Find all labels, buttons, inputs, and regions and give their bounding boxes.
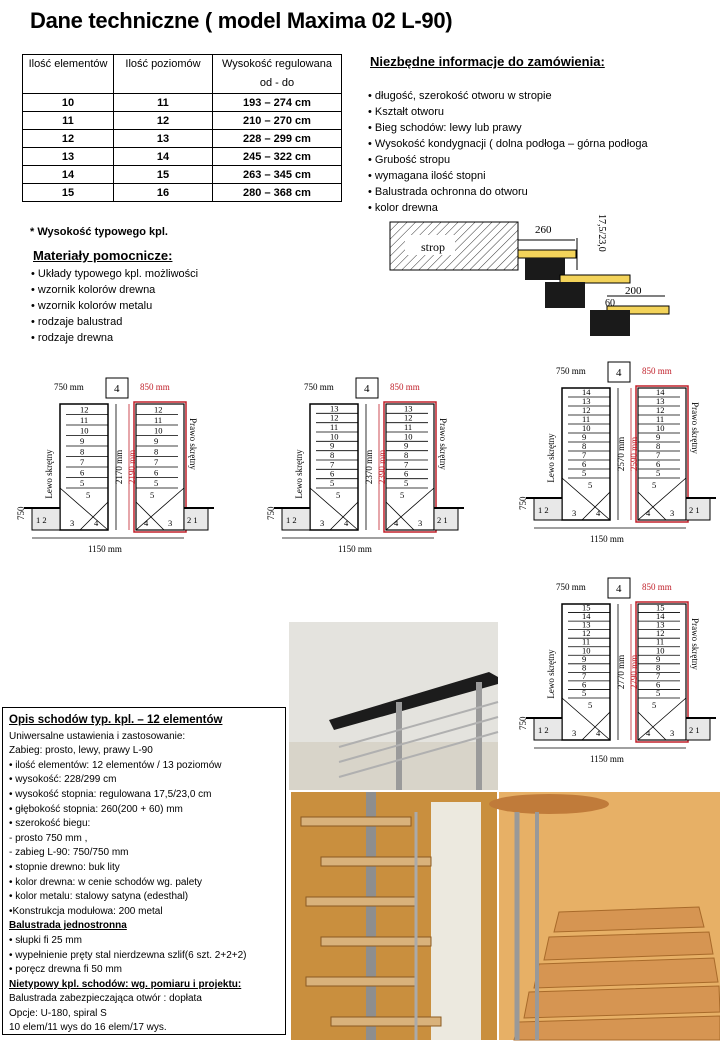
left-step-number: 11 bbox=[582, 414, 591, 424]
atypical-title: Nietypowy kpl. schodów: wg. pomiaru i projektu: bbox=[9, 978, 242, 990]
list-item: • długość, szerokość otworu w stropie bbox=[368, 90, 552, 102]
left-step-number: 12 bbox=[582, 628, 591, 639]
cell: 14 bbox=[114, 148, 213, 166]
cell: 14 bbox=[23, 166, 114, 184]
spec-table bbox=[22, 54, 342, 202]
cell: 228 – 299 cm bbox=[213, 130, 342, 148]
left-step-number: 8 bbox=[80, 446, 85, 457]
left-step-number: 3 bbox=[320, 518, 325, 528]
cell: 13 bbox=[23, 148, 114, 166]
right-step-number: 10 bbox=[656, 423, 665, 433]
page-title: Dane techniczne ( model Maxima 02 L-90) bbox=[30, 8, 453, 33]
tread bbox=[306, 897, 416, 906]
right-step-number: 10 bbox=[656, 645, 665, 656]
right-base-numbers: 2 1 bbox=[689, 505, 700, 515]
width-750-label: 750 mm bbox=[556, 582, 586, 592]
left-step-number: 6 bbox=[582, 459, 587, 469]
stair-profile-diagram bbox=[385, 210, 685, 345]
right-step-number: 4 bbox=[646, 508, 651, 518]
cell: 11 bbox=[23, 112, 114, 130]
width-850-label: 850 mm bbox=[642, 582, 672, 592]
right-step-number: 8 bbox=[154, 446, 159, 457]
list-item: • Wysokość kondygnacji ( dolna podłoga – górna podłoga bbox=[368, 138, 648, 150]
tread bbox=[331, 1017, 441, 1026]
right-base-numbers: 2 1 bbox=[689, 725, 700, 735]
typical-note: * Wysokość typowego kpl. bbox=[30, 226, 168, 238]
left-turn-label: Lewo skrętny bbox=[546, 649, 556, 699]
right-step-number: 9 bbox=[404, 440, 409, 451]
right-step-number: 4 bbox=[144, 518, 149, 528]
height-dim-label: 2170 mm bbox=[114, 449, 124, 485]
left-step-number: 10 bbox=[330, 431, 339, 442]
list-item: • kolor drewna bbox=[368, 202, 438, 214]
left-step-number: 14 bbox=[582, 611, 591, 622]
right-step-number: 15 bbox=[656, 602, 665, 613]
table-row bbox=[23, 94, 342, 112]
left-step-number: 9 bbox=[582, 432, 587, 442]
left-step-number: 11 bbox=[80, 415, 89, 425]
width-750-label: 750 mm bbox=[54, 382, 84, 392]
list-item: • Bieg schodów: lewy lub prawy bbox=[368, 122, 522, 134]
left-step-number: 12 bbox=[582, 405, 591, 415]
right-base-numbers: 2 1 bbox=[437, 515, 448, 525]
desc-line: • wysokość: 228/299 cm bbox=[9, 774, 117, 786]
left-step-number: 8 bbox=[330, 450, 335, 460]
height-750-label: 750 bbox=[16, 506, 26, 520]
stair-plan-15 bbox=[520, 576, 720, 770]
right-height-dim-label: 2790 mm bbox=[629, 654, 639, 690]
photo-wooden-stairs bbox=[499, 792, 720, 1040]
left-step-number: 9 bbox=[330, 440, 335, 451]
tread-2 bbox=[560, 275, 630, 283]
list-item-text: Wysokość kondygnacji ( dolna podłoga – górna podłoga bbox=[374, 138, 648, 150]
right-step-number: 4 bbox=[646, 728, 651, 738]
desc-line: Zabieg: prosto, lewy, prawy L-90 bbox=[9, 745, 153, 757]
right-step-number: 14 bbox=[656, 611, 665, 622]
desc-line: • kolor drewna: w cenie schodów wg. palety bbox=[9, 876, 203, 888]
left-step-number: 8 bbox=[582, 441, 587, 451]
right-step-number: 5 bbox=[154, 478, 159, 488]
left-step-number: 4 bbox=[344, 518, 349, 528]
right-turn-label: Prawo skrętny bbox=[188, 418, 198, 470]
left-step-number: 3 bbox=[572, 728, 577, 738]
left-step-number: 4 bbox=[596, 508, 601, 518]
width-850-label: 850 mm bbox=[390, 382, 420, 392]
ceiling-label: strop bbox=[421, 240, 445, 254]
left-step-number: 10 bbox=[582, 645, 591, 656]
stair-plan-12 bbox=[18, 376, 218, 560]
photo-modular-stairs bbox=[291, 792, 497, 1040]
materials-list bbox=[31, 266, 198, 346]
right-step-number: 9 bbox=[154, 436, 159, 446]
step-4-label: 4 bbox=[364, 383, 370, 395]
right-step-number: 13 bbox=[656, 619, 665, 630]
desc-line: • słupki fi 25 mm bbox=[9, 934, 82, 946]
stair-plan-14 bbox=[520, 360, 720, 550]
right-step-number: 13 bbox=[404, 403, 413, 414]
right-base-numbers: 2 1 bbox=[187, 515, 198, 525]
right-step-number: 9 bbox=[656, 432, 661, 442]
left-step-number: 9 bbox=[582, 653, 587, 664]
height-dim-label: 2370 mm bbox=[364, 449, 374, 485]
order-info-list bbox=[368, 88, 648, 216]
right-step-number: 10 bbox=[404, 431, 413, 442]
left-step-number: 12 bbox=[80, 404, 89, 415]
right-height-dim-label: 2390 mm bbox=[377, 449, 387, 485]
list-item-text: rodzaje drewna bbox=[37, 332, 114, 344]
list-item-text: rodzaje balustrad bbox=[37, 316, 123, 328]
desc-line: 10 elem/11 wys do 16 elem/17 wys. bbox=[9, 1022, 167, 1034]
height-750-label: 750 bbox=[518, 496, 528, 510]
right-step-number: 4 bbox=[394, 518, 399, 528]
width-1150-label: 1150 mm bbox=[590, 754, 624, 764]
cell: 13 bbox=[114, 130, 213, 148]
col-levels: Ilość poziomów bbox=[114, 55, 213, 94]
right-turn-label: Prawo skrętny bbox=[438, 418, 448, 470]
right-step-number: 8 bbox=[404, 450, 409, 460]
desc-line: Uniwersalne ustawienia i zastosowanie: bbox=[9, 730, 186, 742]
left-step-number: 6 bbox=[80, 467, 85, 478]
cell: 245 – 322 cm bbox=[213, 148, 342, 166]
left-step-number: 13 bbox=[582, 396, 591, 406]
right-step-number: 11 bbox=[404, 422, 413, 432]
left-step-number: 5 bbox=[582, 468, 587, 478]
list-item: • Kształt otworu bbox=[368, 106, 445, 118]
right-step-number: 10 bbox=[154, 425, 163, 436]
left-step-number: 7 bbox=[582, 450, 587, 460]
left-step-number: 6 bbox=[582, 679, 587, 690]
list-item: • Grubość stropu bbox=[368, 154, 451, 166]
balustrade-title: Balustrada jednostronna bbox=[9, 920, 127, 932]
offset-dim: 60 bbox=[605, 298, 615, 309]
materials-title: Materiały pomocnicze: bbox=[33, 248, 173, 263]
right-step-number: 6 bbox=[656, 459, 661, 469]
right-step-number: 7 bbox=[656, 670, 661, 681]
list-item-text: wzornik kolorów metalu bbox=[37, 300, 153, 312]
cell: 16 bbox=[114, 184, 213, 202]
left-step-number: 5 bbox=[588, 700, 593, 710]
description-title: Opis schodów typ. kpl. – 12 elementów bbox=[9, 714, 223, 726]
right-step-number: 5 bbox=[150, 490, 155, 500]
wooden-stairs-illustration bbox=[499, 792, 720, 1040]
right-step-number: 12 bbox=[154, 404, 163, 415]
cell: 10 bbox=[23, 94, 114, 112]
desc-line: • ilość elementów: 12 elementów / 13 poziomów bbox=[9, 759, 222, 771]
desc-line: • stopnie drewno: buk lity bbox=[9, 861, 120, 873]
cell: 15 bbox=[114, 166, 213, 184]
rise-dim: 17,5/23,0 bbox=[596, 214, 607, 252]
right-step-number: 5 bbox=[652, 700, 657, 710]
right-step-number: 5 bbox=[656, 468, 661, 478]
tread bbox=[301, 817, 411, 826]
right-step-number: 12 bbox=[656, 405, 665, 415]
cell: 15 bbox=[23, 184, 114, 202]
left-step-number: 5 bbox=[336, 490, 341, 500]
right-step-number: 6 bbox=[656, 679, 661, 690]
list-item-text: Grubość stropu bbox=[374, 154, 451, 166]
right-step-number: 8 bbox=[656, 662, 661, 673]
railing-illustration bbox=[289, 622, 498, 790]
list-item-text: Balustrada ochronna do otworu bbox=[374, 186, 528, 198]
spec-table-header bbox=[23, 55, 342, 94]
left-turn-label: Lewo skrętny bbox=[294, 449, 304, 499]
list-item-text: wzornik kolorów drewna bbox=[37, 284, 156, 296]
tread-1 bbox=[518, 250, 576, 258]
right-step-number: 5 bbox=[404, 478, 409, 488]
left-step-number: 9 bbox=[80, 436, 85, 446]
right-step-number: 6 bbox=[404, 468, 409, 479]
desc-line: •Konstrukcja modułowa: 200 metal bbox=[9, 905, 163, 917]
left-step-number: 5 bbox=[80, 478, 85, 488]
left-step-number: 14 bbox=[582, 387, 591, 397]
description-box bbox=[2, 707, 286, 1035]
list-item-text: Kształt otworu bbox=[374, 106, 445, 118]
width-750-label: 750 mm bbox=[556, 366, 586, 376]
left-step-number: 4 bbox=[94, 518, 99, 528]
list-item-text: kolor drewna bbox=[374, 202, 438, 214]
left-base-numbers: 1 2 bbox=[286, 515, 297, 525]
right-step-number: 6 bbox=[154, 467, 159, 478]
cell: 11 bbox=[114, 94, 213, 112]
list-item-text: Układy typowego kpl. możliwości bbox=[37, 268, 199, 280]
height-dim-label: 2570 mm bbox=[616, 436, 626, 472]
col-elements: Ilość elementów bbox=[23, 55, 114, 94]
left-step-number: 10 bbox=[80, 425, 89, 436]
cell: 263 – 345 cm bbox=[213, 166, 342, 184]
cell: 12 bbox=[114, 112, 213, 130]
left-step-number: 11 bbox=[330, 422, 339, 432]
left-step-number: 5 bbox=[330, 478, 335, 488]
left-step-number: 12 bbox=[330, 412, 339, 423]
left-turn-label: Lewo skrętny bbox=[44, 449, 54, 499]
tread2-dim: 200 bbox=[625, 285, 642, 297]
desc-line: Balustrada zabezpieczająca otwór : dopłata bbox=[9, 993, 202, 1005]
width-1150-label: 1150 mm bbox=[338, 544, 372, 554]
left-step-number: 5 bbox=[582, 688, 587, 698]
right-height-dim-label: 2590 mm bbox=[629, 436, 639, 472]
table-row bbox=[23, 130, 342, 148]
list-item: • Balustrada ochronna do otworu bbox=[368, 186, 528, 198]
list-item-text: długość, szerokość otworu w stropie bbox=[374, 90, 552, 102]
left-step-number: 4 bbox=[596, 728, 601, 738]
step bbox=[524, 986, 720, 1018]
stringer-3 bbox=[590, 310, 630, 336]
desc-line: - zabieg L-90: 750/750 mm bbox=[9, 847, 129, 859]
right-step-number: 5 bbox=[400, 490, 405, 500]
width-850-label: 850 mm bbox=[642, 366, 672, 376]
list-item-text: Bieg schodów: lewy lub prawy bbox=[374, 122, 522, 134]
left-step-number: 13 bbox=[330, 403, 339, 414]
list-item: • wymagana ilość stopni bbox=[368, 170, 486, 182]
table-row bbox=[23, 112, 342, 130]
right-step-number: 7 bbox=[656, 450, 661, 460]
right-step-number: 14 bbox=[656, 387, 665, 397]
right-step-number: 12 bbox=[656, 628, 665, 639]
cell: 210 – 270 cm bbox=[213, 112, 342, 130]
list-item: • Układy typowego kpl. możliwości bbox=[31, 268, 199, 280]
stringer-1 bbox=[525, 258, 565, 280]
stair-plan-13 bbox=[268, 376, 468, 560]
right-step-number: 11 bbox=[656, 414, 665, 424]
order-info-title: Niezbędne informacje do zamówienia: bbox=[370, 54, 605, 69]
left-base-numbers: 1 2 bbox=[538, 725, 549, 735]
left-step-number: 7 bbox=[80, 457, 85, 467]
left-step-number: 15 bbox=[582, 602, 591, 613]
right-step-number: 7 bbox=[154, 457, 159, 467]
list-item: • rodzaje drewna bbox=[31, 332, 114, 344]
left-turn-label: Lewo skrętny bbox=[546, 433, 556, 483]
desc-line: • poręcz drewna fi 50 mm bbox=[9, 964, 122, 976]
desc-line: Opcje: U-180, spiral S bbox=[9, 1007, 107, 1019]
right-step-number: 5 bbox=[656, 688, 661, 698]
right-step-number: 3 bbox=[670, 508, 675, 518]
col-height: Wysokość regulowana od - do bbox=[213, 55, 342, 94]
list-item-text: wymagana ilość stopni bbox=[374, 170, 486, 182]
left-step-number: 10 bbox=[582, 423, 591, 433]
cell: 12 bbox=[23, 130, 114, 148]
left-step-number: 5 bbox=[588, 480, 593, 490]
left-step-number: 5 bbox=[86, 490, 91, 500]
right-step-number: 3 bbox=[418, 518, 423, 528]
right-step-number: 8 bbox=[656, 441, 661, 451]
step-4-label: 4 bbox=[616, 583, 622, 595]
height-750-label: 750 bbox=[266, 506, 276, 520]
left-step-number: 7 bbox=[582, 670, 587, 681]
tread bbox=[306, 977, 416, 986]
step-4-label: 4 bbox=[114, 383, 120, 395]
right-step-number: 3 bbox=[168, 518, 173, 528]
desc-line: • wysokość stopnia: regulowana 17,5/23,0 cm bbox=[9, 788, 212, 800]
handrail-curve bbox=[489, 794, 609, 814]
table-row bbox=[23, 148, 342, 166]
height-dim-label: 2770 mm bbox=[616, 654, 626, 690]
right-step-number: 9 bbox=[656, 653, 661, 664]
desc-line: - prosto 750 mm , bbox=[9, 832, 88, 844]
table-row bbox=[23, 184, 342, 202]
tread-dim: 260 bbox=[535, 224, 552, 236]
photo-railing bbox=[289, 622, 498, 790]
list-item: • wzornik kolorów metalu bbox=[31, 300, 153, 312]
right-step-number: 11 bbox=[656, 636, 665, 647]
stringer-2 bbox=[545, 282, 585, 308]
right-step-number: 13 bbox=[656, 396, 665, 406]
width-850-label: 850 mm bbox=[140, 382, 170, 392]
width-1150-label: 1150 mm bbox=[590, 534, 624, 544]
left-step-number: 7 bbox=[330, 459, 335, 470]
width-750-label: 750 mm bbox=[304, 382, 334, 392]
left-step-number: 3 bbox=[70, 518, 75, 528]
desc-line: • kolor metalu: stalowy satyna (edesthal) bbox=[9, 891, 189, 903]
desc-line: • wypełnienie pręty stal nierdzewna szlif(6 szt. 2+2+2) bbox=[9, 949, 247, 961]
desc-line: • głębokość stopnia: 260(200 + 60) mm bbox=[9, 803, 183, 815]
right-height-dim-label: 2190 mm bbox=[127, 449, 137, 485]
right-step-number: 5 bbox=[652, 480, 657, 490]
cell: 193 – 274 cm bbox=[213, 94, 342, 112]
stairs-illustration bbox=[291, 792, 497, 1040]
left-step-number: 13 bbox=[582, 619, 591, 630]
left-step-number: 8 bbox=[582, 662, 587, 673]
right-step-number: 3 bbox=[670, 728, 675, 738]
curtain bbox=[431, 802, 481, 1040]
right-step-number: 11 bbox=[154, 415, 163, 425]
left-step-number: 11 bbox=[582, 636, 591, 647]
floor bbox=[289, 742, 498, 790]
table-row bbox=[23, 166, 342, 184]
width-1150-label: 1150 mm bbox=[88, 544, 122, 554]
left-base-numbers: 1 2 bbox=[538, 505, 549, 515]
list-item: • rodzaje balustrad bbox=[31, 316, 123, 328]
right-turn-label: Prawo skrętny bbox=[690, 618, 700, 670]
list-item: • wzornik kolorów drewna bbox=[31, 284, 156, 296]
left-base-numbers: 1 2 bbox=[36, 515, 47, 525]
right-step-number: 12 bbox=[404, 412, 413, 423]
desc-line: • szerokość biegu: bbox=[9, 818, 91, 830]
left-step-number: 3 bbox=[572, 508, 577, 518]
left-step-number: 6 bbox=[330, 468, 335, 479]
cell: 280 – 368 cm bbox=[213, 184, 342, 202]
step-4-label: 4 bbox=[616, 367, 622, 379]
height-750-label: 750 bbox=[518, 716, 528, 730]
right-step-number: 7 bbox=[404, 459, 409, 470]
right-turn-label: Prawo skrętny bbox=[690, 402, 700, 454]
